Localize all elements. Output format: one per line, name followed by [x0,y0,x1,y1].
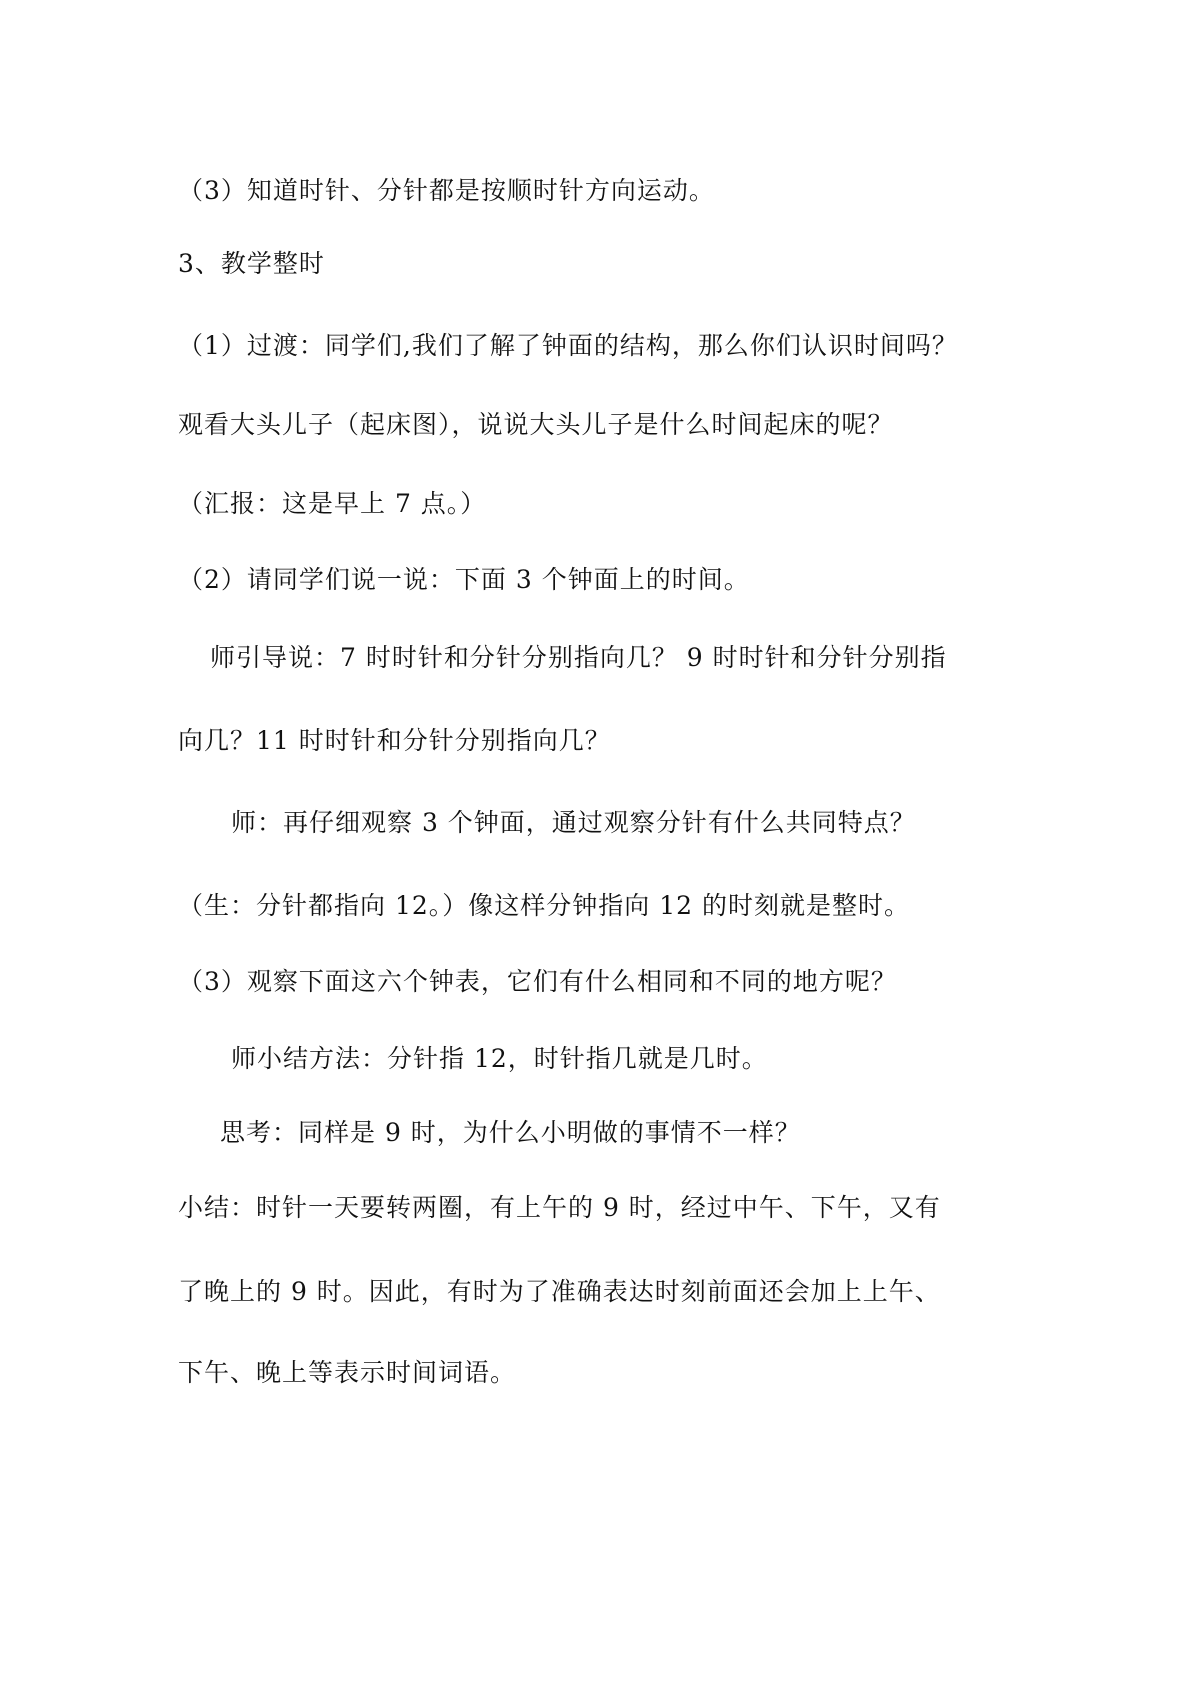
teacher-guide-text-line-1: 师引导说：7 时时针和分针分别指向几？ 9 时时针和分针分别指 [210,643,947,672]
summary-text-line-3: 下午、晚上等表示时间词语。 [178,1358,517,1387]
wakeup-picture-question-text: 观看大头儿子（起床图），说说大头儿子是什么时间起床的呢？ [178,410,894,439]
teacher-summary-method-text: 师小结方法：分针指 12，时针指几就是几时。 [231,1044,768,1073]
teacher-guide-text-line-2: 向几？11 时时针和分针分别指向几？ [178,726,611,755]
six-clocks-question-text: （3）观察下面这六个钟表，它们有什么相同和不同的地方呢？ [178,967,897,996]
point-3-clockwise-text: （3）知道时针、分针都是按顺时针方向运动。 [178,176,715,205]
observe-minute-hand-question-text: 师：再仔细观察 3 个钟面，通过观察分针有什么共同特点？ [231,808,916,837]
summary-text-line-1: 小结：时针一天要转两圈，有上午的 9 时，经过中午、下午，又有 [178,1193,941,1222]
section-heading-whole-hours: 3、教学整时 [178,249,325,278]
report-answer-text: （汇报：这是早上 7 点。） [178,489,487,518]
thinking-question-text: 思考：同样是 9 时，为什么小明做的事情不一样？ [220,1118,801,1147]
three-clocks-prompt-text: （2）请同学们说一说：下面 3 个钟面上的时间。 [178,565,750,594]
whole-hour-definition-text: （生：分针都指向 12。）像这样分钟指向 12 的时刻就是整时。 [178,891,910,920]
summary-text-line-2: 了晚上的 9 时。因此，有时为了准确表达时刻前面还会加上上午、 [178,1277,941,1306]
transition-question-text: （1）过渡：同学们,我们了解了钟面的结构，那么你们认识时间吗？ [178,331,958,360]
